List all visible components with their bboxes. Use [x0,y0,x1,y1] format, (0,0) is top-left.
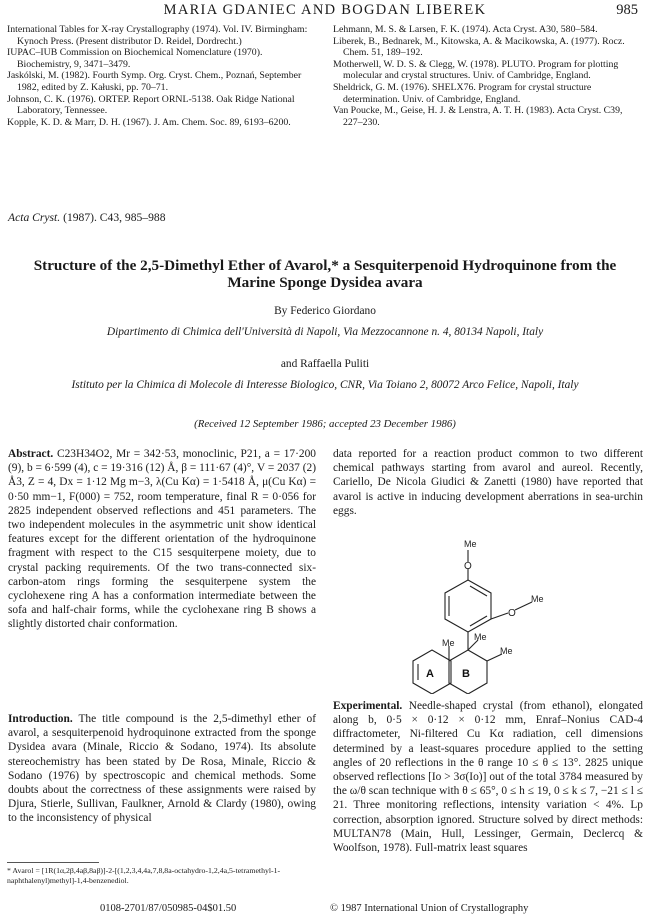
ring-a-label: A [426,668,434,680]
reference-entry: Motherwell, W. D. S. & Clegg, W. (1978). PLUTO. Program for plotting molecular and crystal structures. Univ. of Cambridge, England. [333,58,619,82]
reference-entry: IUPAC–IUB Commission on Biochemical Nomenclature (1970). Biochemistry, 9, 3471–3479. [7,47,263,70]
running-header-authors: MARIA GDANIEC AND BOGDAN LIBEREK [163,2,487,18]
introduction-section [8,712,316,826]
reference-entry: Jaskólski, M. (1982). Fourth Symp. Org. Cryst. Chem., Poznań, September 1982, edited by Z. Kałuski, pp. 70–71. [7,70,302,93]
chemical-structure-diagram [412,536,582,694]
footnote-rule [7,862,99,863]
abstract-text: C23H34O2, Mr = 342·53, monoclinic, P21, a = 17·200 (9), b = 6·599 (4), c = 19·316 (12) Å, β = 111·67 (4)°, V = 2037 (2) Å3, Z = 4, Dx = 1·12 Mg m−3, λ(Cu Kα) = 1·5418 Å, μ(Cu Kα) = 0·50 mm−1, F(000) = 752, room temperature, final R = 0·056 for 2825 independent observed reflections and 451 parameters. The two independent molecules in the asymmetric unit show identical features except for the different orientation of the hydroquinone fragment with respect to the C15 sesquiterpene moiety, due to crystal packing requirements. Of the two trans-connected six-carbon-atom rings forming the sesquiterpene system the cyclohexene ring A has a conformation intermediate between the sofa and half-chair forms, while the cyclohexane ring B shows a slightly distorted chair conformation. [8,448,316,631]
experimental-section [333,699,643,855]
reference-entry: Van Poucke, M., Geise, H. J. & Lenstra, A. T. H. (1983). Acta Cryst. C39, 227–230. [333,105,623,128]
experimental-heading: Experimental. [333,700,403,712]
reference-entry: International Tables for X-ray Crystallography (1974). Vol. IV. Birmingham: Kynoch Press. (Present distributor D. Reidel, Dordrecht.) [7,24,308,47]
article-title [0,257,650,291]
introduction-continued: data reported for a reaction product common to two different chemical pathways starting from avarol and aureol. Recently, Cariello, De Nicola Giudici & Zanetti (1980) have reported that avarol is active in inducing development aberrations in sea-urchin eggs. [333,448,643,517]
title-line-2: Marine Sponge Dysidea avara [227,274,423,291]
reference-list-right [333,24,639,128]
ring-b-label: B [462,668,470,680]
footnote: * Avarol = [1R(1α,2β,4aβ,8aβ)]-2-[(1,2,3,4,4a,7,8,8a-octahydro-1,2,4a,5-tetramethyl-1-naphthalenyl)methyl]-1,4-benzenediol. [7,866,281,885]
citation-journal: Acta Cryst. [8,211,61,224]
page-number: 985 [616,2,638,18]
abstract-heading: Abstract. [8,448,54,460]
article-code: 0108-2701/87/050985-04$01.50 [100,903,237,914]
affiliation-1: Dipartimento di Chimica dell'Università di Napoli, Via Mezzocannone n. 4, 80134 Napoli, Italy [106,326,544,338]
methyl-top-label: Me [464,539,477,549]
methyl-ring-label: Me [500,646,513,656]
reference-entry: Liberek, B., Bednarek, M., Kitowska, A. & Macikowska, A. (1977). Rocz. Chem. 51, 189–192. [333,35,625,59]
received-dates: (Received 12 September 1986; accepted 23 December 1986) [194,418,456,430]
reference-entry: Sheldrick, G. M. (1976). SHELX76. Program for crystal structure determination. Univ. of Cambridge, England. [333,81,592,105]
introduction-heading: Introduction. [8,713,73,725]
methyl-bottom-label: Me [442,638,455,648]
title-line-1: Structure of the 2,5-Dimethyl Ether of Avarol,* a Sesquiterpenoid Hydroquinone from the [33,257,617,274]
reference-entry: Lehmann, M. S. & Larsen, F. K. (1974). Acta Cryst. A30, 580–584. [333,24,598,35]
affiliation-2: Istituto per la Chimica di Molecole di Interesse Biologico, CNR, Via Toiano 2, 80072 Arco Felice, Napoli, Italy [71,379,579,391]
introduction-text: The title compound is the 2,5-dimethyl ether of avarol, a sesquiterpenoid hydroquinone extracted from the sponge Dysidea avara (Minale, Riccio & Sodano, 1974). Its absolute stereochemistry has been stated by De Rosa, Minale, Riccio & Sodano (1976) by spectroscopic and chemical methods. Some doubts about the correctness of these assignments were raised by Djura, Stierle, Sullivan, Faulkner, Arnold & Clardy (1980), owing to the inconsistency of physical [8,713,316,825]
author-2: and Raffaella Puliti [280,358,370,370]
author-1: By Federico Giordano [274,305,376,317]
methyl-junction-label: Me [474,632,487,642]
journal-citation [8,211,166,224]
reference-list-left [7,24,313,128]
oxygen-top-label: O [464,561,472,572]
reference-entry: Kopple, K. D. & Marr, D. H. (1967). J. Am. Chem. Soc. 89, 6193–6200. [7,116,291,128]
reference-entry: Johnson, C. K. (1976). ORTEP. Report ORNL-5138. Oak Ridge National Laboratory, Tennessee. [7,93,295,117]
oxygen-right-label: O [508,608,516,619]
experimental-text: Needle-shaped crystal (from ethanol), elongated along b, 0·5 × 0·12 × 0·12 mm, Enraf–Nonius CAD-4 diffractometer, Ni-filtered Cu Kα radiation, cell dimensions determined by a least-squares procedure applied to the setting angles of 20 reflections in the θ range 10 ≤ θ ≤ 13°. 2825 unique observed reflections [Io > 3σ(Io)] out of the total 3784 measured by the ω/θ scan technique with θ ≤ 65°, 0 ≤ h ≤ 19, 0 ≤ k ≤ 7, −21 ≤ l ≤ 21. Three monitoring reflections, intensity variation < 4%. Lp correction, absorption ignored. Structure solved by direct methods: MULTAN78 (Main, Hull, Lessinger, Germain, Declercq & Woolfson, 1978). Full-matrix least squares [333,700,643,855]
methyl-right-label: Me [531,594,544,604]
copyright-notice: © 1987 International Union of Crystallography [330,903,529,914]
abstract-section [8,447,316,632]
citation-details: (1987). C43, 985–988 [63,211,166,224]
